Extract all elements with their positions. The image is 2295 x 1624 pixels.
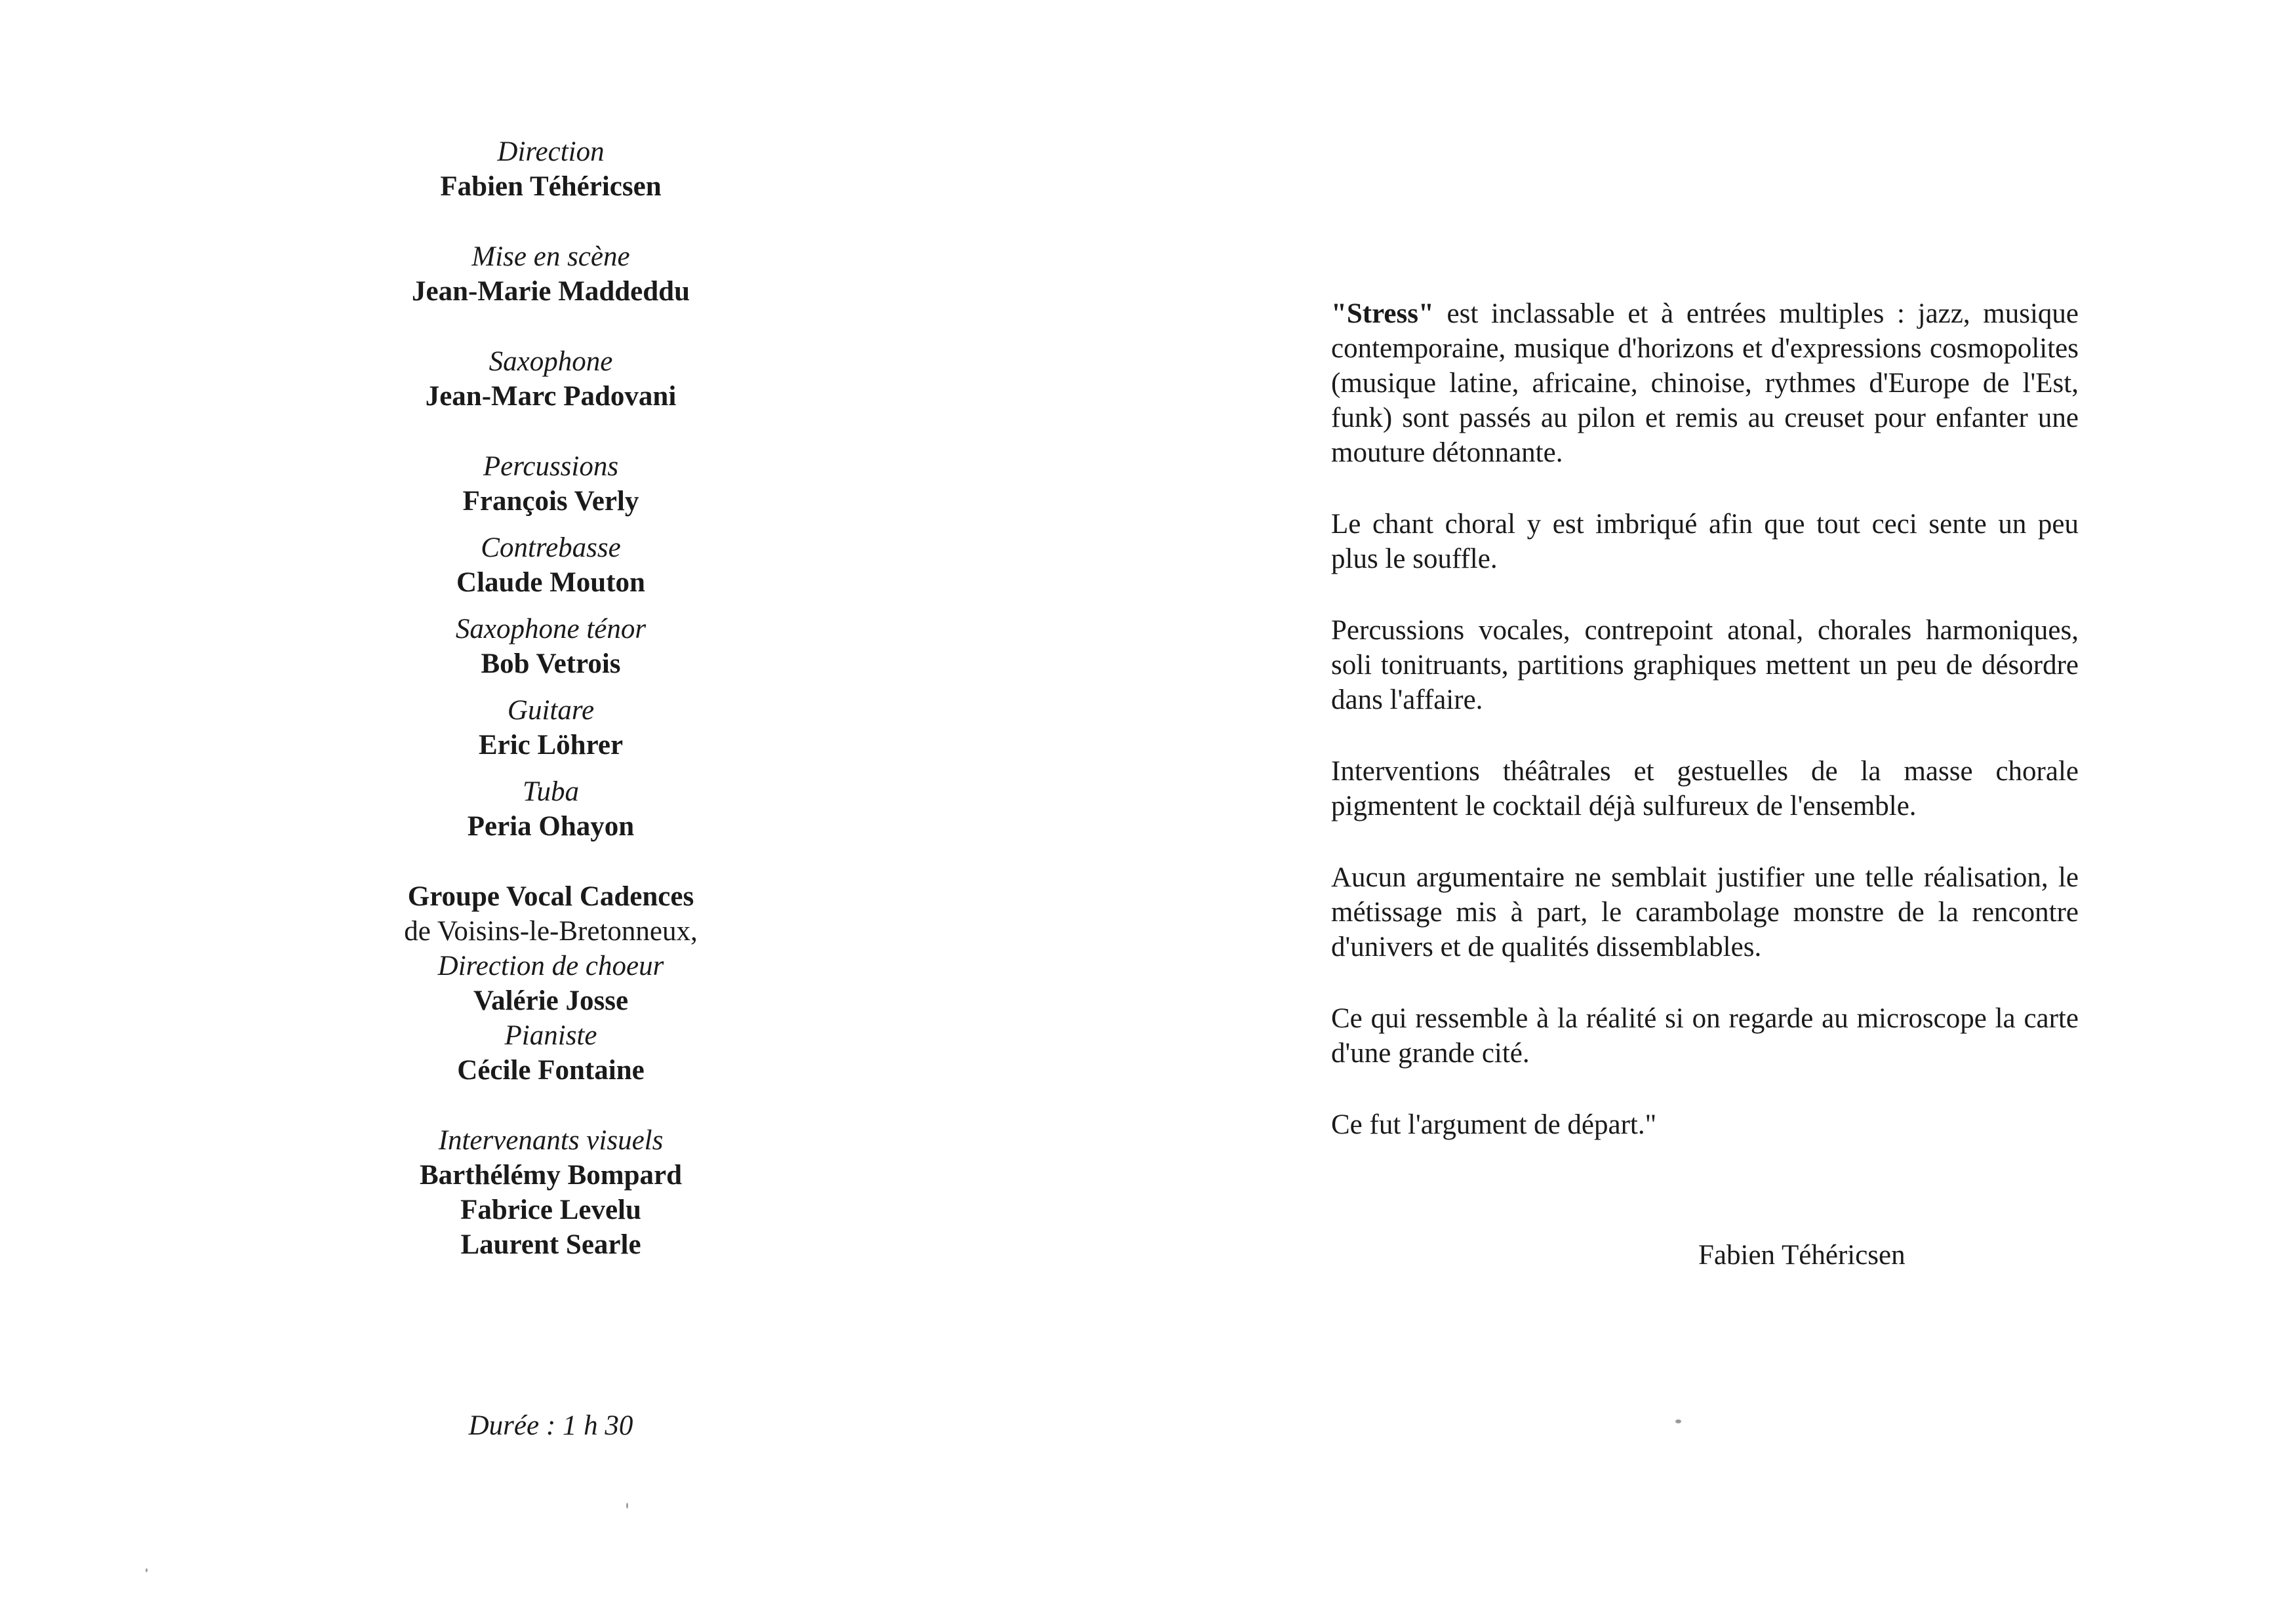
credit-guitar <box>354 693 748 762</box>
essay-paragraph: Aucun argumentaire ne semblait justifier une telle réalisation, le métissage mis à part, le carambolage monstre de la rencontre d'univers et de qualités dissemblables. <box>1331 862 2079 962</box>
choir-pianist-name: Cécile Fontaine <box>457 1055 645 1086</box>
essay-paragraph-text: est inclassable et à entrées multiples : jazz, musique contemporaine, musique d'horizons et d'expressions cosmopolites (musique latine, africaine, chinoise, rythmes d'Europe de l'Est, funk) sont passés au pilon et remis au creuset pour enfanter une mouture détonnante. <box>1331 298 2079 468</box>
essay-paragraph: Ce fut l'argument de départ." <box>1331 1109 1657 1140</box>
credit-role: Contrebasse <box>481 532 621 563</box>
essay-column <box>1331 296 2079 1179</box>
credit-role: Saxophone ténor <box>455 614 647 644</box>
choir-location: de Voisins-le-Bretonneux, <box>404 916 698 947</box>
credit-double-bass <box>354 530 748 600</box>
essay-paragraph: Interventions théâtrales et gestuelles de la masse chorale pigmentent le cocktail déjà sulfureux de l'ensemble. <box>1331 756 2079 822</box>
credit-name: Barthélémy Bompard <box>419 1160 683 1191</box>
credit-name: François Verly <box>462 486 639 517</box>
choir-name: Groupe Vocal Cadences <box>407 881 694 912</box>
scan-speck <box>626 1503 628 1509</box>
scan-speck <box>1675 1419 1681 1423</box>
credit-percussions <box>354 449 748 519</box>
credit-visuals <box>354 1123 748 1262</box>
credit-name: Fabien Téhéricsen <box>440 171 662 202</box>
credit-role: Percussions <box>483 451 619 482</box>
choir-director-role: Direction de choeur <box>437 951 664 981</box>
credit-role: Saxophone <box>489 346 613 377</box>
essay-paragraph: Percussions vocales, contrepoint atonal, chorales harmoniques, soli tonitruants, partitions graphiques mettent un peu de désordre dans l'affaire. <box>1331 615 2079 715</box>
essay-paragraph: Le chant choral y est imbriqué afin que tout ceci sente un peu plus le souffle. <box>1331 509 2079 574</box>
choir-pianist-role: Pianiste <box>504 1020 597 1051</box>
credits-column <box>354 134 748 1262</box>
credit-staging <box>354 239 748 309</box>
credit-name: Peria Ohayon <box>467 811 635 842</box>
credit-saxophone <box>354 344 748 414</box>
scan-speck <box>146 1568 148 1572</box>
credit-name: Claude Mouton <box>456 567 645 598</box>
essay-title-word: "Stress" <box>1331 298 1434 329</box>
essay-signature: Fabien Téhéricsen <box>1698 1240 1906 1271</box>
credit-name: Fabrice Levelu <box>460 1195 641 1225</box>
credit-tuba <box>354 774 748 844</box>
credit-role: Intervenants visuels <box>438 1125 664 1156</box>
credit-name: Eric Löhrer <box>478 730 624 761</box>
essay-paragraph <box>1331 296 2079 470</box>
credit-name: Jean-Marc Padovani <box>425 381 677 412</box>
credit-role: Mise en scène <box>471 241 630 272</box>
credit-name: Laurent Searle <box>460 1229 641 1260</box>
credit-choir <box>354 879 748 1088</box>
credit-direction <box>354 134 748 204</box>
credit-role: Guitare <box>507 695 595 726</box>
credit-role: Tuba <box>522 776 580 807</box>
duration-text: Durée : 1 h 30 <box>468 1410 633 1441</box>
credit-name: Jean-Marie Maddeddu <box>411 276 690 307</box>
credit-tenor-saxophone <box>354 612 748 681</box>
credit-name: Bob Vetrois <box>481 648 621 679</box>
credit-role: Direction <box>497 136 605 167</box>
essay-paragraph: Ce qui ressemble à la réalité si on regarde au microscope la carte d'une grande cité. <box>1331 1003 2079 1069</box>
choir-director-name: Valérie Josse <box>473 985 629 1016</box>
